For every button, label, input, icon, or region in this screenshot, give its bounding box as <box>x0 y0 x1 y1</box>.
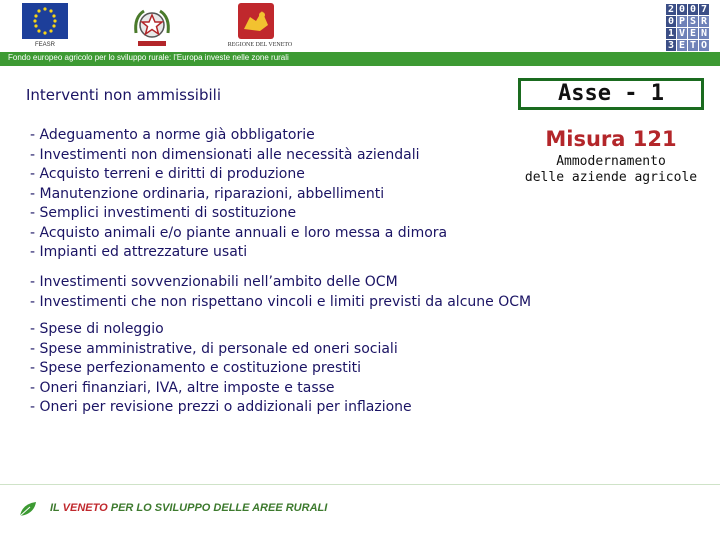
non-eligible-interventions-list <box>30 126 447 263</box>
footer-divider <box>0 484 720 485</box>
psr-logo-cell: 1 <box>667 28 675 39</box>
list-item: - Spese di noleggio <box>30 320 412 340</box>
list-item: - Investimenti non dimensionati alle necessità aziendali <box>30 146 447 166</box>
misura-subtitle-line-2: delle aziende agricole <box>524 170 698 185</box>
psr-logo-cell: N <box>700 28 708 39</box>
non-eligible-expenses-list <box>30 320 412 418</box>
asse-label: Asse - 1 <box>558 81 664 106</box>
psr-logo-cell: V <box>678 28 686 39</box>
list-item: - Oneri finanziari, IVA, altre imposte e tasse <box>30 379 412 399</box>
list-item: - Spese amministrative, di personale ed oneri sociali <box>30 340 412 360</box>
list-item: - Semplici investimenti di sostituzione <box>30 204 447 224</box>
footer-text-highlight: VENETO <box>62 502 108 514</box>
list-item: - Oneri per revisione prezzi o addizionali per inflazione <box>30 398 412 418</box>
veneto-caption: REGIONE DEL VENETO <box>227 42 293 48</box>
italian-emblem-icon <box>130 3 174 51</box>
eu-caption: FEASR <box>34 42 55 48</box>
ocm-list <box>30 273 531 312</box>
page-title: Interventi non ammissibili <box>26 86 221 104</box>
banner-text: Fondo europeo agricolo per lo sviluppo rurale: l'Europa investe nelle zone rurali <box>8 53 289 62</box>
asse-box <box>518 78 704 110</box>
psr-logo-cell: T <box>689 40 697 51</box>
psr-logo-cell: 3 <box>667 40 675 51</box>
list-item: - Investimenti sovvenzionabili nell’ambito delle OCM <box>30 273 531 293</box>
leaf-icon <box>18 500 40 518</box>
header-banner <box>0 52 720 66</box>
veneto-lion-icon <box>238 3 274 39</box>
list-item: - Acquisto terreni e diritti di produzione <box>30 165 447 185</box>
footer-slogan <box>50 502 327 514</box>
header <box>0 0 720 52</box>
list-item: - Spese perfezionamento e costituzione prestiti <box>30 359 412 379</box>
psr-logo-cell: P <box>678 16 686 27</box>
list-item: - Acquisto animali e/o piante annuali e loro messa a dimora <box>30 224 447 244</box>
list-item: - Adeguamento a norme già obbligatorie <box>30 126 447 146</box>
psr-logo-cell: 2 <box>667 4 675 15</box>
psr-logo-cell: 0 <box>689 4 697 15</box>
psr-logo-cell: 0 <box>678 4 686 15</box>
misura-box <box>518 124 704 196</box>
psr-logo-cell: S <box>689 16 697 27</box>
footer-text-prefix: IL <box>50 502 63 514</box>
psr-logo-cell: R <box>700 16 708 27</box>
misura-subtitle-line-1: Ammodernamento <box>556 154 666 169</box>
footer-text-suffix: PER LO SVILUPPO DELLE AREE RURALI <box>107 502 328 514</box>
psr-logo-cell: E <box>689 28 697 39</box>
psr-logo <box>666 4 709 51</box>
list-item: - Investimenti che non rispettano vincoli e limiti previsti da alcune OCM <box>30 293 531 313</box>
psr-logo-cell: E <box>678 40 686 51</box>
psr-logo-cell: 0 <box>667 16 675 27</box>
eu-flag-icon <box>22 3 68 39</box>
psr-logo-cell: O <box>700 40 708 51</box>
list-item: - Impianti ed attrezzature usati <box>30 243 447 263</box>
misura-title: Misura 121 <box>545 127 677 151</box>
list-item: - Manutenzione ordinaria, riparazioni, abbellimenti <box>30 185 447 205</box>
psr-logo-cell: 7 <box>700 4 708 15</box>
